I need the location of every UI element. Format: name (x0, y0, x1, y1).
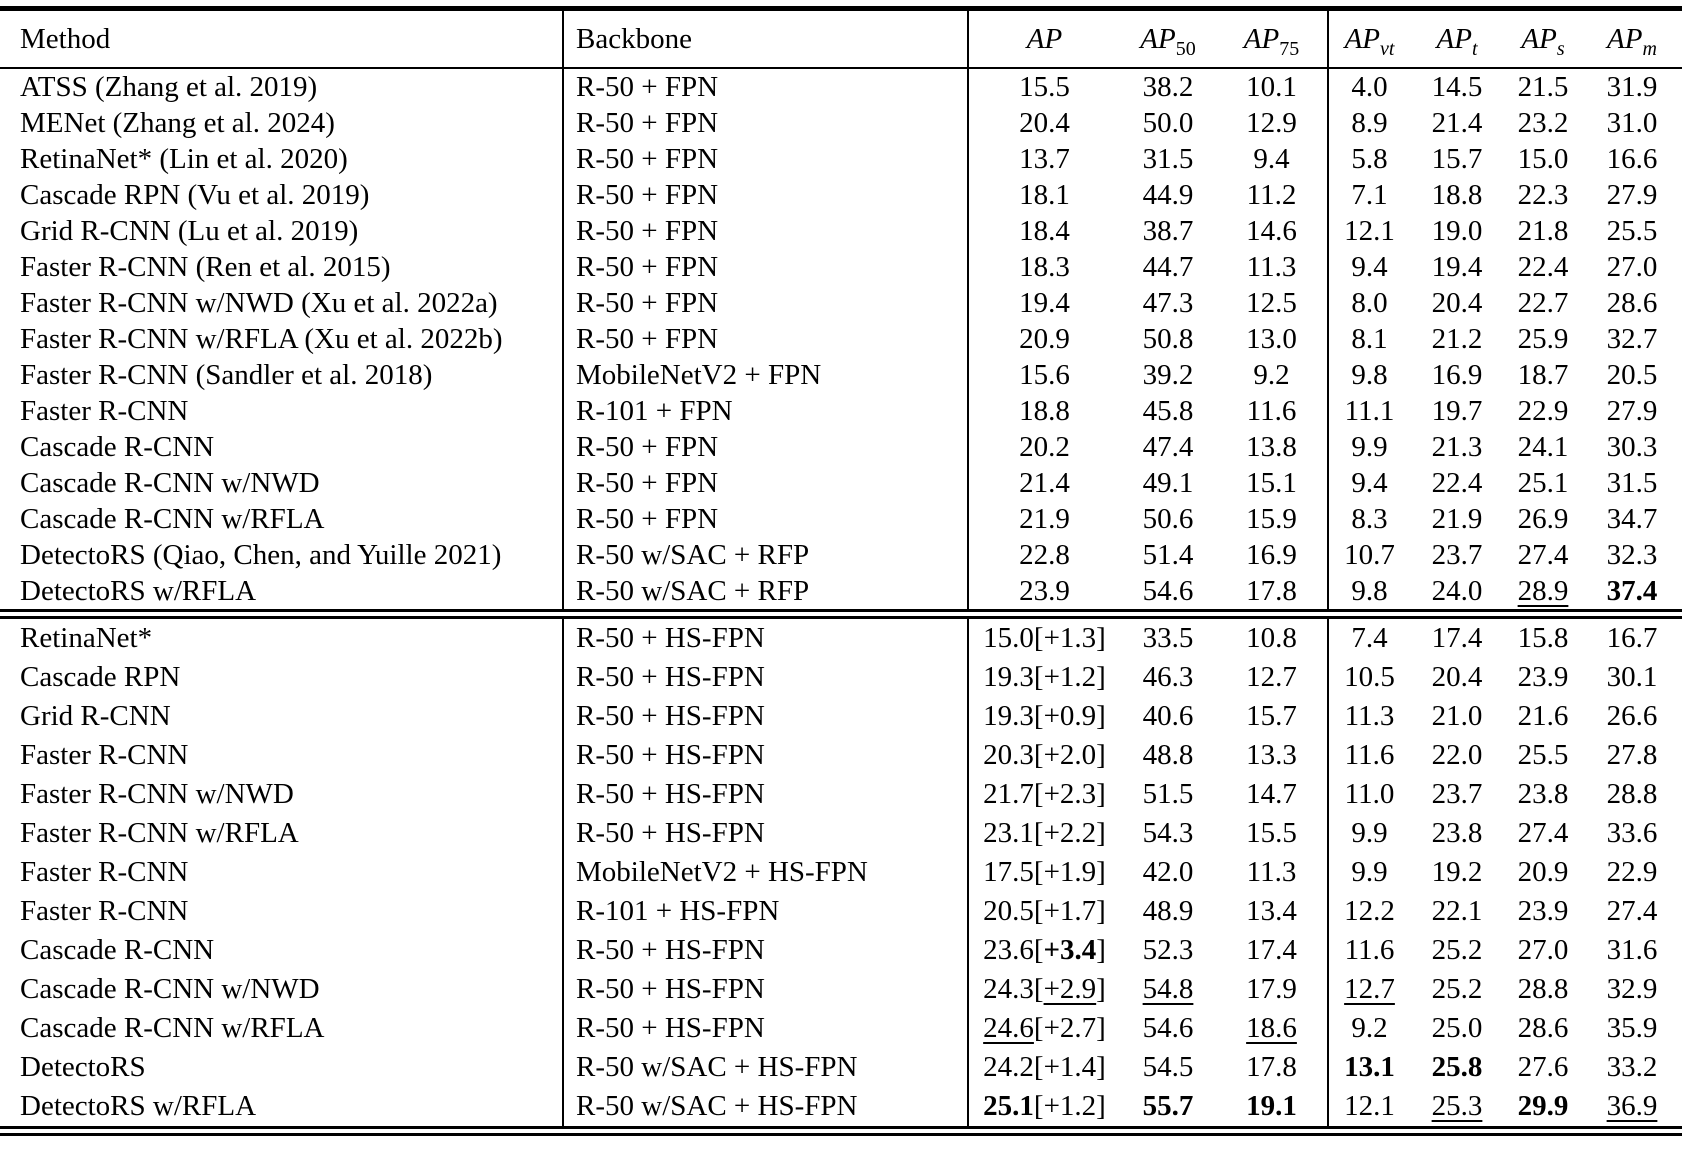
cell-ap75: 15.7 (1246, 700, 1297, 732)
table-row (0, 357, 1682, 393)
cell-ap: 15.0[+1.3] (968, 614, 1120, 658)
cell-apt: 22.1 (1431, 895, 1483, 927)
cell-ap: 20.3[+2.0] (968, 736, 1120, 775)
cell-ap: 23.9 (968, 573, 1120, 614)
cell-apvt: 12.1 (1328, 213, 1410, 249)
cell-backbone: R-50 w/SAC + HS-FPN (563, 1048, 968, 1087)
cell-method: Faster R-CNN (20, 739, 189, 771)
cell-ap75: 11.3 (1246, 250, 1297, 283)
cell-aps: 23.9 (1517, 661, 1569, 693)
cell-backbone: R-50 + HS-FPN (563, 775, 968, 814)
cell-apt: 20.4 (1431, 661, 1483, 693)
table-section-fpn-baselines (0, 68, 1682, 614)
cell-backbone: R-101 + FPN (563, 393, 968, 429)
cell-ap75: 17.9 (1246, 973, 1297, 1005)
cell-apm: 28.6 (1606, 286, 1658, 319)
cell-ap75: 13.3 (1246, 739, 1297, 771)
cell-ap50: 44.9 (1142, 178, 1194, 211)
cell-apm: 20.5 (1606, 358, 1658, 391)
cell-backbone: R-50 + HS-FPN (563, 736, 968, 775)
cell-apm: 32.9 (1606, 973, 1658, 1005)
cell-apm: 34.7 (1606, 502, 1658, 535)
cell-ap50: 39.2 (1142, 358, 1194, 391)
cell-backbone: R-50 + HS-FPN (563, 697, 968, 736)
cell-ap75: 9.4 (1253, 142, 1290, 175)
cell-ap75: 12.5 (1246, 286, 1297, 319)
cell-apvt: 11.0 (1328, 775, 1410, 814)
cell-ap75: 14.6 (1246, 214, 1297, 247)
table-row (0, 393, 1682, 429)
cell-ap75: 15.5 (1246, 817, 1297, 849)
cell-apvt: 12.1 (1328, 1087, 1410, 1131)
cell-ap75: 18.6 (1246, 1012, 1297, 1044)
cell-apvt: 8.0 (1328, 285, 1410, 321)
cell-ap50: 38.7 (1142, 214, 1194, 247)
cell-ap: 15.5 (968, 68, 1120, 105)
cell-apt: 25.2 (1431, 973, 1483, 1005)
cell-aps: 28.9 (1517, 574, 1569, 607)
cell-backbone: R-50 + FPN (563, 213, 968, 249)
cell-ap50: 49.1 (1142, 466, 1194, 499)
cell-ap50: 38.2 (1142, 70, 1194, 103)
cell-method: Faster R-CNN w/NWD (20, 778, 294, 810)
cell-method: Cascade RPN (20, 661, 181, 693)
cell-ap50: 42.0 (1142, 856, 1194, 888)
cell-method: MENet (Zhang et al. 2024) (20, 106, 335, 139)
table-section-hs-fpn (0, 614, 1682, 1131)
cell-apt: 25.0 (1431, 1012, 1483, 1044)
cell-backbone: R-50 w/SAC + RFP (563, 537, 968, 573)
cell-aps: 27.4 (1517, 538, 1569, 571)
cell-method: Cascade R-CNN (20, 430, 215, 463)
col-header-ap-m: $AP_m$ (1582, 9, 1682, 69)
cell-backbone: R-50 + FPN (563, 141, 968, 177)
table-row (0, 614, 1682, 658)
col-header-backbone: Backbone (563, 9, 968, 69)
cell-ap: 19.4 (968, 285, 1120, 321)
cell-apm: 30.1 (1606, 661, 1658, 693)
cell-method: RetinaNet* (0, 614, 563, 658)
cell-apt: 21.4 (1431, 106, 1483, 139)
cell-backbone: MobileNetV2 + HS-FPN (563, 853, 968, 892)
cell-ap: 18.8 (968, 393, 1120, 429)
cell-apm: 31.9 (1606, 70, 1658, 103)
col-header-method: Method (0, 9, 563, 69)
cell-apvt: 8.1 (1328, 321, 1410, 357)
cell-ap75: 11.6 (1246, 394, 1297, 427)
cell-method: Faster R-CNN w/RFLA (20, 817, 299, 849)
cell-aps: 15.8 (1504, 614, 1582, 658)
cell-apvt: 9.8 (1328, 357, 1410, 393)
cell-ap50: 48.9 (1142, 895, 1194, 927)
table-row (0, 213, 1682, 249)
cell-method: Faster R-CNN (Sandler et al. 2018) (20, 358, 433, 391)
cell-backbone: R-50 + FPN (563, 249, 968, 285)
table-row (0, 501, 1682, 537)
cell-backbone: MobileNetV2 + FPN (563, 357, 968, 393)
cell-apm: 37.4 (1606, 574, 1658, 607)
cell-apt: 23.8 (1431, 817, 1483, 849)
cell-apm: 27.0 (1606, 250, 1658, 283)
cell-backbone: R-50 + HS-FPN (563, 931, 968, 970)
cell-ap75: 16.9 (1246, 538, 1297, 571)
cell-backbone: R-50 + FPN (563, 321, 968, 357)
cell-aps: 28.6 (1517, 1012, 1569, 1044)
cell-apvt: 4.0 (1328, 68, 1410, 105)
cell-aps: 23.9 (1517, 895, 1569, 927)
cell-ap50: 55.7 (1142, 1090, 1194, 1122)
table-row (0, 465, 1682, 501)
table-row (0, 249, 1682, 285)
table-row (0, 1009, 1682, 1048)
cell-apvt: 8.3 (1328, 501, 1410, 537)
cell-ap50: 51.4 (1142, 538, 1194, 571)
cell-apm: 33.6 (1606, 817, 1658, 849)
cell-ap75: 12.9 (1246, 106, 1297, 139)
cell-apm: 26.6 (1606, 700, 1658, 732)
cell-ap50: 51.5 (1142, 778, 1194, 810)
cell-apm: 30.3 (1606, 430, 1658, 463)
cell-ap50: 54.6 (1142, 574, 1194, 607)
cell-backbone: R-50 + FPN (563, 501, 968, 537)
cell-ap75: 17.8 (1246, 574, 1297, 607)
cell-apt: 23.7 (1431, 778, 1483, 810)
cell-apt: 21.0 (1431, 700, 1483, 732)
cell-apt: 23.7 (1431, 538, 1483, 571)
cell-apt: 16.9 (1431, 358, 1483, 391)
col-header-ap-50: $AP_{50}$ (1120, 9, 1216, 69)
cell-method: Cascade R-CNN w/RFLA (20, 1012, 325, 1044)
cell-apt: 18.8 (1431, 178, 1483, 211)
cell-method: Cascade R-CNN w/RFLA (20, 502, 325, 535)
cell-apvt: 11.6 (1328, 931, 1410, 970)
cell-ap75: 13.0 (1246, 322, 1297, 355)
table-row (0, 736, 1682, 775)
cell-ap50: 46.3 (1142, 661, 1194, 693)
cell-aps: 22.3 (1517, 178, 1569, 211)
cell-apvt: 11.3 (1328, 697, 1410, 736)
cell-apt: 25.8 (1431, 1051, 1483, 1083)
cell-method: Faster R-CNN w/NWD (Xu et al. 2022a) (20, 286, 498, 319)
cell-aps: 24.1 (1517, 430, 1569, 463)
cell-apt: 22.0 (1431, 739, 1483, 771)
cell-apt: 19.0 (1431, 214, 1483, 247)
cell-apvt: 9.2 (1328, 1009, 1410, 1048)
cell-backbone: R-50 w/SAC + RFP (563, 573, 968, 614)
cell-ap: 20.5[+1.7] (968, 892, 1120, 931)
cell-aps: 22.9 (1517, 394, 1569, 427)
cell-ap50: 47.3 (1142, 286, 1194, 319)
cell-ap50: 47.4 (1142, 430, 1194, 463)
col-header-ap-t: $AP_t$ (1410, 9, 1504, 69)
cell-ap50: 52.3 (1142, 934, 1194, 966)
cell-apvt: 7.4 (1328, 614, 1410, 658)
cell-method: Faster R-CNN (20, 895, 189, 927)
cell-apvt: 10.5 (1328, 658, 1410, 697)
cell-ap75: 13.4 (1246, 895, 1297, 927)
cell-apm: 32.7 (1606, 322, 1658, 355)
cell-backbone: R-50 + HS-FPN (563, 970, 968, 1009)
cell-ap75: 11.2 (1246, 178, 1297, 211)
cell-ap: 21.7[+2.3] (968, 775, 1120, 814)
col-header-ap-vt: $AP_{vt}$ (1328, 9, 1410, 69)
table-row (0, 68, 1682, 105)
cell-aps: 23.2 (1517, 106, 1569, 139)
cell-apm: 27.9 (1606, 178, 1658, 211)
cell-backbone: R-50 + HS-FPN (563, 658, 968, 697)
table-row (0, 537, 1682, 573)
cell-method: RetinaNet* (Lin et al. 2020) (20, 142, 348, 175)
cell-method: DetectoRS w/RFLA (20, 1090, 257, 1122)
cell-aps: 21.8 (1517, 214, 1569, 247)
cell-ap: 20.4 (968, 105, 1120, 141)
cell-apvt: 9.8 (1328, 573, 1410, 614)
cell-apvt: 11.6 (1328, 736, 1410, 775)
col-header-ap: AP (968, 9, 1120, 69)
table-row (0, 105, 1682, 141)
cell-method: DetectoRS w/RFLA (20, 574, 257, 607)
cell-ap50: 54.5 (1142, 1051, 1194, 1083)
cell-ap50: 50.0 (1142, 106, 1194, 139)
cell-apm: 16.6 (1606, 142, 1658, 175)
cell-method: Cascade R-CNN w/NWD (20, 466, 320, 499)
cell-apt: 20.4 (1431, 286, 1483, 319)
cell-aps: 22.4 (1517, 250, 1569, 283)
cell-apm: 31.6 (1606, 934, 1658, 966)
cell-apt: 21.3 (1431, 430, 1483, 463)
cell-ap: 20.2 (968, 429, 1120, 465)
table-row (0, 658, 1682, 697)
cell-ap50: 31.5 (1142, 142, 1194, 175)
cell-ap: 17.5[+1.9] (968, 853, 1120, 892)
cell-apvt: 9.9 (1328, 853, 1410, 892)
table-row (0, 141, 1682, 177)
cell-backbone: R-50 + HS-FPN (563, 614, 968, 658)
table-row (0, 775, 1682, 814)
cell-apvt: 8.9 (1328, 105, 1410, 141)
cell-apm: 16.7 (1582, 614, 1682, 658)
cell-apt: 19.7 (1431, 394, 1483, 427)
cell-apt: 21.2 (1431, 322, 1483, 355)
cell-ap75: 10.8 (1216, 614, 1328, 658)
cell-apm: 25.5 (1606, 214, 1658, 247)
cell-ap75: 17.4 (1246, 934, 1297, 966)
cell-ap75: 11.3 (1246, 856, 1297, 888)
table-row (0, 970, 1682, 1009)
cell-apvt: 12.7 (1328, 970, 1410, 1009)
cell-ap50: 54.3 (1142, 817, 1194, 849)
cell-apvt: 5.8 (1328, 141, 1410, 177)
cell-aps: 22.7 (1517, 286, 1569, 319)
cell-ap75: 12.7 (1246, 661, 1297, 693)
cell-aps: 18.7 (1517, 358, 1569, 391)
cell-apt: 21.9 (1431, 502, 1483, 535)
cell-ap: 18.4 (968, 213, 1120, 249)
cell-aps: 25.5 (1517, 739, 1569, 771)
cell-backbone: R-50 + FPN (563, 429, 968, 465)
cell-apvt: 7.1 (1328, 177, 1410, 213)
cell-aps: 26.9 (1517, 502, 1569, 535)
cell-ap: 19.3[+0.9] (968, 697, 1120, 736)
cell-aps: 27.4 (1517, 817, 1569, 849)
cell-apvt: 12.2 (1328, 892, 1410, 931)
cell-apt: 17.4 (1410, 614, 1504, 658)
cell-apt: 19.2 (1431, 856, 1483, 888)
cell-apvt: 10.7 (1328, 537, 1410, 573)
cell-ap: 24.2[+1.4] (968, 1048, 1120, 1087)
cell-ap75: 9.2 (1253, 358, 1290, 391)
cell-method: Cascade RPN (Vu et al. 2019) (20, 178, 370, 211)
cell-method: Grid R-CNN (Lu et al. 2019) (20, 214, 359, 247)
cell-aps: 27.6 (1517, 1051, 1569, 1083)
cell-ap75: 15.1 (1246, 466, 1297, 499)
cell-backbone: R-50 + HS-FPN (563, 1009, 968, 1048)
table-row (0, 177, 1682, 213)
cell-ap75: 10.1 (1246, 70, 1297, 103)
cell-aps: 20.9 (1517, 856, 1569, 888)
cell-ap75: 14.7 (1246, 778, 1297, 810)
cell-apm: 32.3 (1606, 538, 1658, 571)
cell-ap: 21.9 (968, 501, 1120, 537)
cell-aps: 25.9 (1517, 322, 1569, 355)
cell-aps: 21.5 (1517, 70, 1569, 103)
cell-ap75: 15.9 (1246, 502, 1297, 535)
cell-method: Cascade R-CNN w/NWD (20, 973, 320, 1005)
cell-ap: 19.3[+1.2] (968, 658, 1120, 697)
cell-apm: 27.9 (1606, 394, 1658, 427)
cell-ap50: 44.7 (1142, 250, 1194, 283)
cell-method: Faster R-CNN w/RFLA (Xu et al. 2022b) (20, 322, 503, 355)
cell-backbone: R-50 + FPN (563, 465, 968, 501)
cell-ap: 25.1[+1.2] (968, 1087, 1120, 1131)
cell-method: ATSS (Zhang et al. 2019) (20, 70, 318, 103)
cell-backbone: R-50 + FPN (563, 68, 968, 105)
cell-backbone: R-50 + FPN (563, 285, 968, 321)
cell-ap50: 54.6 (1142, 1012, 1194, 1044)
cell-backbone: R-101 + HS-FPN (563, 892, 968, 931)
cell-ap: 18.3 (968, 249, 1120, 285)
cell-ap50: 40.6 (1142, 700, 1194, 732)
table-row (0, 573, 1682, 614)
cell-ap: 13.7 (968, 141, 1120, 177)
cell-ap50: 45.8 (1142, 394, 1194, 427)
cell-method: Faster R-CNN (20, 856, 189, 888)
cell-apm: 31.5 (1606, 466, 1658, 499)
cell-ap: 21.4 (968, 465, 1120, 501)
table-row (0, 931, 1682, 970)
cell-ap75: 19.1 (1246, 1090, 1297, 1122)
cell-method: DetectoRS (Qiao, Chen, and Yuille 2021) (20, 538, 502, 571)
cell-ap: 15.6 (968, 357, 1120, 393)
cell-aps: 27.0 (1517, 934, 1569, 966)
cell-ap75: 13.8 (1246, 430, 1297, 463)
cell-backbone: R-50 w/SAC + HS-FPN (563, 1087, 968, 1131)
cell-backbone: R-50 + FPN (563, 177, 968, 213)
cell-apm: 36.9 (1606, 1090, 1658, 1122)
cell-ap: 22.8 (968, 537, 1120, 573)
table-row (0, 892, 1682, 931)
cell-ap: 23.1[+2.2] (968, 814, 1120, 853)
table-row (0, 285, 1682, 321)
cell-backbone: R-50 + FPN (563, 105, 968, 141)
cell-ap50: 50.6 (1142, 502, 1194, 535)
cell-apt: 19.4 (1431, 250, 1483, 283)
cell-aps: 21.6 (1517, 700, 1569, 732)
cell-apt: 22.4 (1431, 466, 1483, 499)
cell-ap50: 33.5 (1120, 614, 1216, 658)
table-header (0, 9, 1682, 69)
cell-apvt: 11.1 (1328, 393, 1410, 429)
detection-results-table (0, 6, 1682, 1136)
cell-method: DetectoRS (20, 1051, 146, 1083)
cell-aps: 23.8 (1517, 778, 1569, 810)
table-row (0, 853, 1682, 892)
cell-apm: 27.4 (1606, 895, 1658, 927)
cell-aps: 25.1 (1517, 466, 1569, 499)
cell-aps: 28.8 (1517, 973, 1569, 1005)
cell-ap50: 54.8 (1142, 973, 1194, 1005)
table-row (0, 697, 1682, 736)
cell-method: Faster R-CNN (20, 394, 189, 427)
cell-aps: 15.0 (1517, 142, 1569, 175)
cell-apm: 27.8 (1606, 739, 1658, 771)
header-row (0, 9, 1682, 69)
cell-apvt: 9.9 (1328, 814, 1410, 853)
cell-method: Cascade R-CNN (20, 934, 215, 966)
cell-ap: 24.6[+2.7] (968, 1009, 1120, 1048)
cell-ap75: 17.8 (1246, 1051, 1297, 1083)
cell-apt: 25.2 (1431, 934, 1483, 966)
table-row (0, 1048, 1682, 1087)
cell-apm: 28.8 (1606, 778, 1658, 810)
cell-ap50: 50.8 (1142, 322, 1194, 355)
cell-apt: 14.5 (1431, 70, 1483, 103)
col-header-ap-75: $AP_{75}$ (1216, 9, 1328, 69)
cell-method: Grid R-CNN (20, 700, 171, 732)
cell-apt: 25.3 (1431, 1090, 1483, 1122)
col-header-ap-s: $AP_s$ (1504, 9, 1582, 69)
cell-apvt: 13.1 (1328, 1048, 1410, 1087)
cell-apvt: 9.9 (1328, 429, 1410, 465)
table-row (0, 429, 1682, 465)
cell-ap: 23.6[+3.4] (968, 931, 1120, 970)
cell-backbone: R-50 + HS-FPN (563, 814, 968, 853)
cell-ap50: 48.8 (1142, 739, 1194, 771)
cell-apt: 15.7 (1431, 142, 1483, 175)
cell-apt: 24.0 (1431, 574, 1483, 607)
cell-method: Faster R-CNN (Ren et al. 2015) (20, 250, 391, 283)
table-row (0, 1087, 1682, 1131)
cell-apm: 31.0 (1606, 106, 1658, 139)
cell-ap: 24.3[+2.9] (968, 970, 1120, 1009)
cell-ap: 20.9 (968, 321, 1120, 357)
cell-apvt: 9.4 (1328, 249, 1410, 285)
cell-apm: 22.9 (1606, 856, 1658, 888)
cell-aps: 29.9 (1517, 1090, 1569, 1122)
table-row (0, 321, 1682, 357)
table-row (0, 814, 1682, 853)
cell-ap: 18.1 (968, 177, 1120, 213)
cell-apvt: 9.4 (1328, 465, 1410, 501)
cell-apm: 33.2 (1606, 1051, 1658, 1083)
cell-apm: 35.9 (1606, 1012, 1658, 1044)
